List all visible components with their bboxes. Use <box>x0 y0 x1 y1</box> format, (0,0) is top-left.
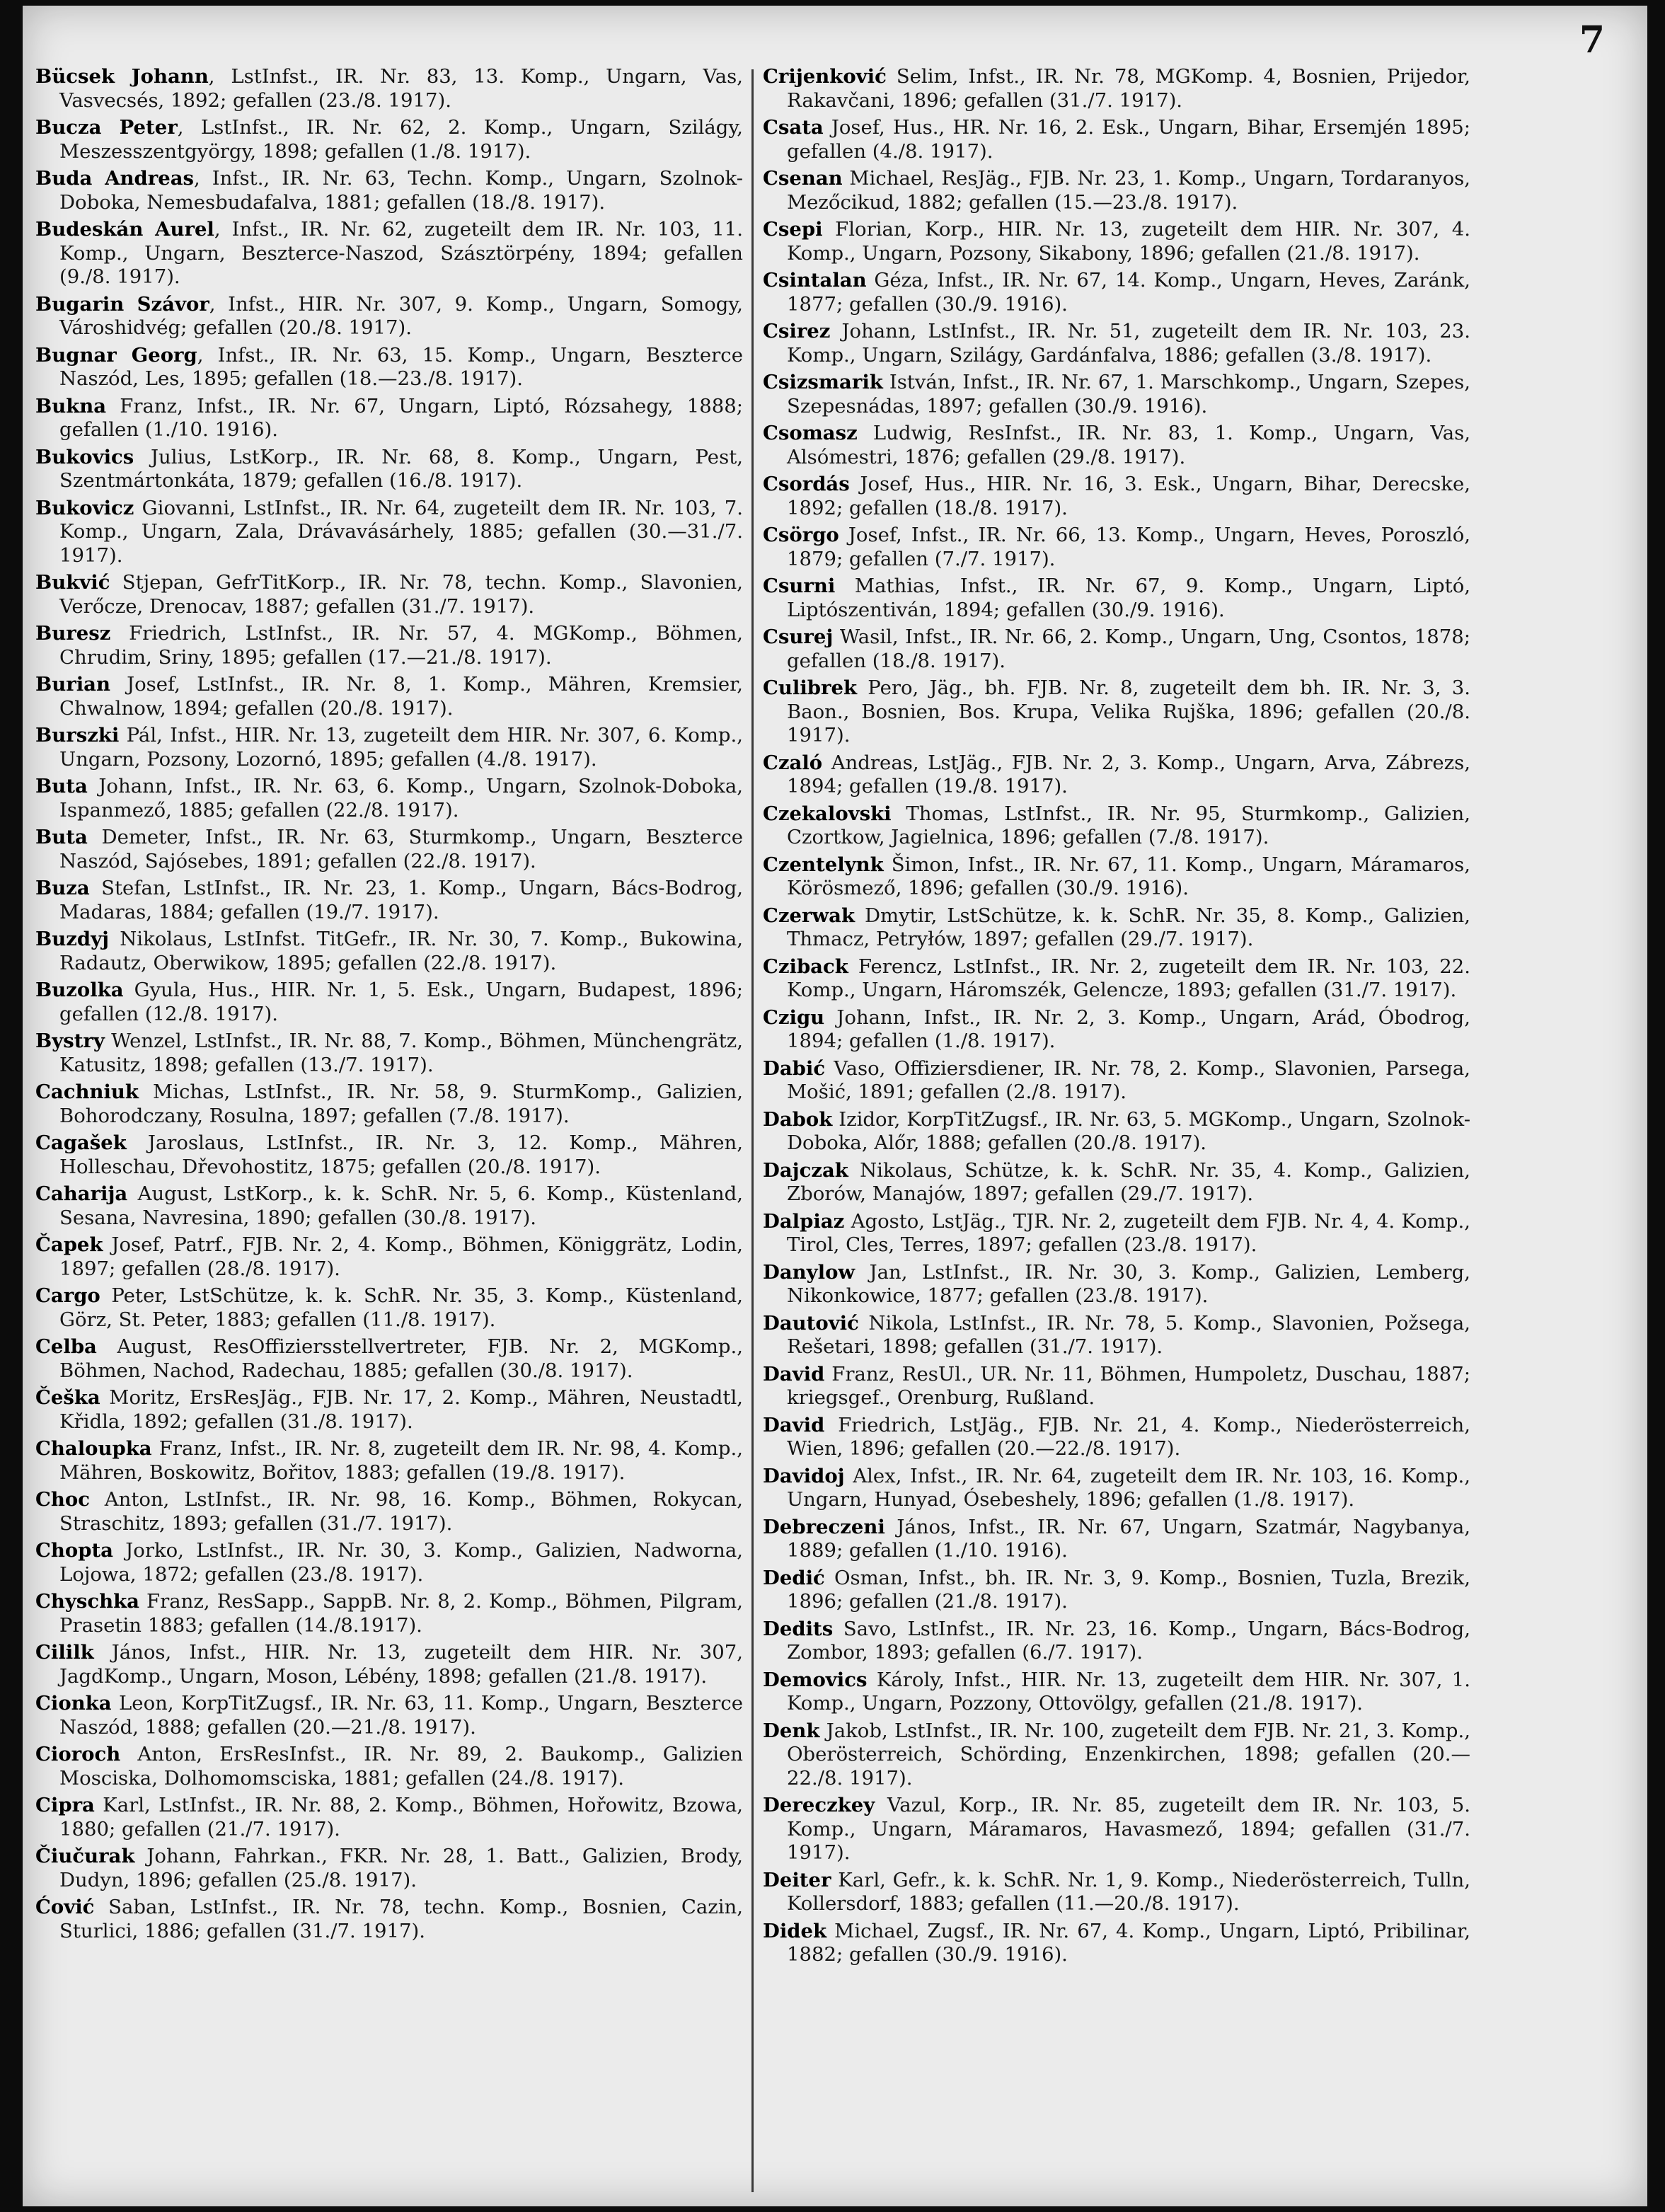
entry-details: Nikola, LstInfst., IR. Nr. 78, 5. Komp., Slavonien, Požsega, Rešetari, 1898; gefallen (31./7. 1917). <box>787 1311 1470 1358</box>
entry-name: Csurej <box>763 626 834 648</box>
entry-details: , LstInfst., IR. Nr. 83, 13. Komp., Ungarn, Vas, Vasvecsés, 1892; gefallen (23./8. 1917). <box>59 65 743 112</box>
entry-name: Czaló <box>763 751 823 774</box>
list-item <box>35 1794 743 1841</box>
list-item <box>763 1159 1470 1206</box>
entry-details: Jaroslaus, LstInfst., IR. Nr. 3, 12. Komp., Mähren, Holleschau, Dřevohostitz, 1875; gefallen (20./8. 1917). <box>59 1131 743 1178</box>
entry-details: Saban, LstInfst., IR. Nr. 78, techn. Komp., Bosnien, Cazin, Sturlici, 1886; gefallen (31./7. 1917). <box>59 1896 743 1942</box>
document-page <box>23 6 1647 2206</box>
list-item <box>35 395 743 442</box>
list-item <box>35 1081 743 1128</box>
list-item <box>763 751 1470 799</box>
entry-details: István, Infst., IR. Nr. 67, 1. Marschkomp., Ungarn, Szepes, Szepesnádas, 1897; gefallen (30./9. 1916). <box>787 371 1470 417</box>
entry-name: Buzdyj <box>35 928 110 950</box>
entry-details: , Infst., IR. Nr. 63, Techn. Komp., Ungarn, Szolnok-Doboka, Nemesbudafalva, 1881; gefallen (18./8. 1917). <box>59 167 743 214</box>
entry-details: August, ResOffiziersstellvertreter, FJB. Nr. 2, MGKomp., Böhmen, Nachod, Radechau, 1885; gefallen (30./8. 1917). <box>59 1335 743 1382</box>
entry-name: Bukovicz <box>35 496 134 519</box>
entry-name: Dedić <box>763 1566 825 1589</box>
entry-name: Dajczak <box>763 1158 848 1182</box>
list-item <box>35 1437 743 1485</box>
entry-details: Ferencz, LstInfst., IR. Nr. 2, zugeteilt dem IR. Nr. 103, 22. Komp., Ungarn, Háromszék, Gelencze, 1893; gefallen (31./7. 1917). <box>787 955 1470 1001</box>
entry-details: Friedrich, LstJäg., FJB. Nr. 21, 4. Komp., Niederösterreich, Wien, 1896; gefallen (20.—22./8. 1917). <box>787 1413 1470 1460</box>
list-item <box>35 497 743 568</box>
entry-name: Danylow <box>763 1260 855 1284</box>
entry-details: Andreas, LstJäg., FJB. Nr. 2, 3. Komp., Ungarn, Arva, Zábrezs, 1894; gefallen (19./8. 1917). <box>787 751 1470 797</box>
entry-details: Anton, ErsResInfst., IR. Nr. 89, 2. Baukomp., Galizien Mosciska, Dolhomomsciska, 1881; gefallen (24./8. 1917). <box>59 1743 743 1790</box>
list-item <box>35 1335 743 1383</box>
entry-details: Peter, LstSchütze, k. k. SchR. Nr. 35, 3. Komp., Küstenland, Görz, St. Peter, 1883; gefallen (11./8. 1917). <box>59 1284 743 1331</box>
list-item <box>35 1131 743 1179</box>
entry-details: Thomas, LstInfst., IR. Nr. 95, Sturmkomp., Galizien, Czortkow, Jagielnica, 1896; gefallen (7./8. 1917). <box>787 802 1470 848</box>
entry-details: Michas, LstInfst., IR. Nr. 58, 9. SturmKomp., Galizien, Bohorodczany, Rosulna, 1897; gefallen (7./8. 1917). <box>59 1081 743 1127</box>
entry-name: Ćović <box>35 1896 95 1918</box>
entry-name: Dereczkey <box>763 1794 875 1816</box>
entry-details: Stefan, LstInfst., IR. Nr. 23, 1. Komp., Ungarn, Bács-Bodrog, Madaras, 1884; gefallen (19./7. 1917). <box>59 877 743 923</box>
list-item <box>35 1233 743 1281</box>
entry-name: Čiučurak <box>35 1845 135 1867</box>
entry-details: August, LstKorp., k. k. SchR. Nr. 5, 6. Komp., Küstenland, Sesana, Navresina, 1890; gefallen (30./8. 1917). <box>59 1182 743 1229</box>
entry-details: Michael, ResJäg., FJB. Nr. 23, 1. Komp., Ungarn, Tordaranyos, Mezőcikud, 1882; gefallen (15.—23./8. 1917). <box>787 167 1470 214</box>
entry-details: Franz, ResSapp., SappB. Nr. 8, 2. Komp., Böhmen, Pilgram, Prasetin 1883; gefallen (14./8.1917). <box>59 1590 743 1637</box>
list-item <box>763 1465 1470 1512</box>
list-item <box>35 622 743 669</box>
entry-details: Demeter, Infst., IR. Nr. 63, Sturmkomp., Ungarn, Beszterce Naszód, Sajósebes, 1891; gefallen (22./8. 1917). <box>59 826 743 872</box>
entry-name: Bugarin Szávor <box>35 292 209 316</box>
entry-details: Alex, Infst., IR. Nr. 64, zugeteilt dem IR. Nr. 103, 16. Komp., Ungarn, Hunyad, Ósebeshely, 1896; gefallen (1./8. 1917). <box>787 1464 1470 1511</box>
list-item <box>763 1210 1470 1257</box>
list-item <box>763 1312 1470 1359</box>
list-item <box>763 1006 1470 1054</box>
entry-name: Bystry <box>35 1030 105 1052</box>
list-item <box>35 1896 743 1943</box>
entry-name: Čapek <box>35 1233 103 1256</box>
list-item <box>35 1590 743 1637</box>
list-item <box>35 724 743 771</box>
list-item <box>35 65 743 113</box>
list-item <box>763 853 1470 901</box>
entry-details: Johann, Infst., IR. Nr. 2, 3. Komp., Ungarn, Arád, Óbodrog, 1894; gefallen (1./8. 1917). <box>787 1006 1470 1052</box>
list-item <box>35 1539 743 1586</box>
entry-details: Giovanni, LstInfst., IR. Nr. 64, zugeteilt dem IR. Nr. 103, 7. Komp., Ungarn, Zala, Drávavásárhely, 1885; gefallen (30.—31./7. 1917). <box>59 496 743 567</box>
entry-name: Cziback <box>763 955 848 978</box>
entry-name: David <box>763 1362 825 1386</box>
entry-details: Nikolaus, LstInfst. TitGefr., IR. Nr. 30, 7. Komp., Bukowina, Radautz, Oberwikow, 1895; gefallen (22./8. 1917). <box>59 928 743 974</box>
entry-details: János, Infst., HIR. Nr. 13, zugeteilt dem HIR. Nr. 307, JagdKomp., Ungarn, Moson, Lébény, 1898; gefallen (21./8. 1917). <box>59 1641 743 1688</box>
list-item <box>35 344 743 391</box>
list-item <box>35 116 743 163</box>
entry-details: Johann, Fahrkan., FKR. Nr. 28, 1. Batt., Galizien, Brody, Dudyn, 1896; gefallen (25./8. 1917). <box>59 1845 743 1891</box>
entry-name: Culibrek <box>763 676 858 699</box>
entry-name: Crijenković <box>763 65 887 88</box>
entry-name: Dedits <box>763 1617 834 1640</box>
list-item <box>763 320 1470 367</box>
entry-details: Josef, Hus., HR. Nr. 16, 2. Esk., Ungarn, Bihar, Ersemjén 1895; gefallen (4./8. 1917). <box>787 116 1470 163</box>
entry-name: Cililk <box>35 1641 94 1664</box>
entry-name: Buta <box>35 826 88 848</box>
list-item <box>35 826 743 873</box>
entry-details: Nikolaus, Schütze, k. k. SchR. Nr. 35, 4. Komp., Galizien, Zborów, Manajów, 1897; gefallen (29./7. 1917). <box>787 1158 1470 1205</box>
entry-name: Bücsek Johann <box>35 65 209 88</box>
entry-details: Karl, Gefr., k. k. SchR. Nr. 1, 9. Komp., Niederösterreich, Tulln, Kollersdorf, 1883; gefallen (11.—20./8. 1917). <box>787 1868 1470 1915</box>
entry-details: Károly, Infst., HIR. Nr. 13, zugeteilt dem HIR. Nr. 307, 1. Komp., Ungarn, Pozzony, Ottovölgy, gefallen (21./8. 1917). <box>787 1668 1470 1715</box>
list-item <box>763 116 1470 163</box>
entry-details: Johann, LstInfst., IR. Nr. 51, zugeteilt dem IR. Nr. 103, 23. Komp., Ungarn, Szilágy, Gardánfalva, 1886; gefallen (3./8. 1917). <box>787 320 1470 367</box>
entry-details: Josef, Hus., HIR. Nr. 16, 3. Esk., Ungarn, Bihar, Derecske, 1892; gefallen (18./8. 1917). <box>787 473 1470 519</box>
entry-details: Dmytir, LstSchütze, k. k. SchR. Nr. 35, 8. Komp., Galizien, Thmacz, Petryłów, 1897; gefallen (29./7. 1917). <box>787 904 1470 950</box>
entry-details: Stjepan, GefrTitKorp., IR. Nr. 78, techn. Komp., Slavonien, Verőcze, Drenocav, 1887; gefallen (31./7. 1917). <box>59 571 743 618</box>
entry-details: Mathias, Infst., IR. Nr. 67, 9. Komp., Ungarn, Liptó, Liptószentiván, 1894; gefallen (30./9. 1916). <box>787 575 1470 621</box>
entry-details: Friedrich, LstInfst., IR. Nr. 57, 4. MGKomp., Böhmen, Chrudim, Sriny, 1895; gefallen (17.—21./8. 1917). <box>59 622 743 669</box>
list-item <box>35 673 743 720</box>
list-item <box>35 1030 743 1077</box>
entry-name: Csintalan <box>763 269 867 292</box>
entry-name: Csirez <box>763 320 831 342</box>
list-item <box>763 626 1470 673</box>
entry-name: Czentelynk <box>763 853 884 876</box>
entry-name: Demovics <box>763 1668 868 1691</box>
list-item <box>35 446 743 493</box>
entry-name: Caharija <box>35 1182 128 1205</box>
entry-details: Jan, LstInfst., IR. Nr. 30, 3. Komp., Galizien, Lemberg, Nikonkowice, 1877; gefallen (23./8. 1917). <box>787 1260 1470 1307</box>
entry-name: Buda Andreas <box>35 167 195 190</box>
entry-name: Dalpiaz <box>763 1209 845 1233</box>
entry-name: Cioroch <box>35 1743 121 1765</box>
entry-details: Vazul, Korp., IR. Nr. 85, zugeteilt dem IR. Nr. 103, 5. Komp., Ungarn, Máramaros, Havasmező, 1894; gefallen (31./7. 1917). <box>787 1794 1470 1864</box>
entry-details: Leon, KorpTitZugsf., IR. Nr. 63, 11. Komp., Ungarn, Beszterce Naszód, 1888; gefallen (20.—21./8. 1917). <box>59 1692 743 1739</box>
entry-name: Csepi <box>763 218 823 241</box>
entry-name: Debreczeni <box>763 1515 885 1538</box>
list-item <box>763 473 1470 520</box>
list-item <box>763 422 1470 469</box>
list-item <box>763 218 1470 265</box>
entry-name: Chopta <box>35 1539 113 1562</box>
list-item <box>763 1920 1470 1967</box>
list-item <box>35 1641 743 1688</box>
entry-name: Bukovics <box>35 445 134 468</box>
list-item <box>35 293 743 340</box>
entry-details: János, Infst., IR. Nr. 67, Ungarn, Szatmár, Nagybanya, 1889; gefallen (1./10. 1916). <box>787 1515 1470 1562</box>
entry-details: Florian, Korp., HIR. Nr. 13, zugeteilt dem HIR. Nr. 307, 4. Komp., Ungarn, Pozsony, Sikabony, 1896; gefallen (21./8. 1917). <box>787 218 1470 265</box>
entry-name: Csörgo <box>763 524 839 546</box>
entry-name: Csurni <box>763 575 836 597</box>
list-item <box>35 877 743 924</box>
entry-name: Dabok <box>763 1107 833 1131</box>
entry-name: Czekalovski <box>763 802 892 825</box>
list-item <box>763 904 1470 952</box>
entry-details: Pál, Infst., HIR. Nr. 13, zugeteilt dem HIR. Nr. 307, 6. Komp., Ungarn, Pozsony, Lozornó, 1895; gefallen (4./8. 1917). <box>59 724 743 771</box>
list-item <box>763 575 1470 622</box>
entry-name: Budeskán Aurel <box>35 218 214 241</box>
list-item <box>35 218 743 289</box>
list-item <box>763 1618 1470 1665</box>
entry-name: Czigu <box>763 1006 825 1029</box>
entry-name: Dautović <box>763 1311 859 1335</box>
entry-details: Gyula, Hus., HIR. Nr. 1, 5. Esk., Ungarn, Budapest, 1896; gefallen (12./8. 1917). <box>59 979 743 1025</box>
entry-name: Csata <box>763 116 824 139</box>
entry-name: Deiter <box>763 1868 831 1891</box>
entry-name: Bukna <box>35 394 107 417</box>
list-item <box>35 1182 743 1230</box>
entry-details: Šimon, Infst., IR. Nr. 67, 11. Komp., Ungarn, Máramaros, Körösmező, 1896; gefallen (30./9. 1916). <box>787 853 1470 899</box>
entry-name: Bucza Peter <box>35 116 178 139</box>
entry-details: Jakob, LstInfst., IR. Nr. 100, zugeteilt dem FJB. Nr. 21, 3. Komp., Oberösterreich, Schörding, Enzenkirchen, 1898; gefallen (20.—22./8. 1917). <box>787 1719 1470 1790</box>
entry-name: Czerwak <box>763 904 855 927</box>
list-item <box>35 928 743 975</box>
entry-name: Buza <box>35 877 90 899</box>
entry-details: , Infst., IR. Nr. 63, 15. Komp., Ungarn, Beszterce Naszód, Les, 1895; gefallen (18.—23./8. 1917). <box>59 343 743 390</box>
entry-details: Jorko, LstInfst., IR. Nr. 30, 3. Komp., Galizien, Nadworna, Lojowa, 1872; gefallen (23./8. 1917). <box>59 1539 743 1586</box>
entry-name: David <box>763 1413 825 1436</box>
entry-name: Buresz <box>35 622 111 645</box>
entry-details: Wasil, Infst., IR. Nr. 66, 2. Komp., Ungarn, Ung, Csontos, 1878; gefallen (18./8. 1917). <box>787 626 1470 672</box>
column-divider <box>751 69 754 2192</box>
list-item <box>763 524 1470 571</box>
entry-name: Buzolka <box>35 979 124 1001</box>
entry-name: Buta <box>35 775 88 797</box>
entry-name: Chyschka <box>35 1590 139 1613</box>
list-item <box>763 167 1470 214</box>
list-item <box>763 1720 1470 1791</box>
list-item <box>763 1363 1470 1410</box>
list-item <box>35 571 743 618</box>
entry-name: Cachniuk <box>35 1081 139 1103</box>
entry-details: Julius, LstKorp., IR. Nr. 68, 8. Komp., Ungarn, Pest, Szentmártonkáta, 1879; gefallen (16./8. 1917). <box>59 445 743 492</box>
entry-details: Franz, Infst., IR. Nr. 8, zugeteilt dem IR. Nr. 98, 4. Komp., Mähren, Boskowitz, Bořitov, 1883; gefallen (19./8. 1917). <box>59 1437 743 1484</box>
list-item <box>763 65 1470 113</box>
entry-name: Celba <box>35 1335 97 1358</box>
list-item <box>35 1692 743 1739</box>
entry-name: Denk <box>763 1719 820 1742</box>
list-item <box>763 1869 1470 1916</box>
list-item <box>763 955 1470 1003</box>
list-item <box>763 1108 1470 1156</box>
entry-details: Moritz, ErsResJäg., FJB. Nr. 17, 2. Komp., Mähren, Neustadtl, Křidla, 1892; gefallen (31./8. 1917). <box>59 1386 743 1433</box>
entry-details: Wenzel, LstInfst., IR. Nr. 88, 7. Komp., Böhmen, Münchengrätz, Katusitz, 1898; gefallen (13./7. 1917). <box>59 1030 743 1076</box>
entry-name: Cipra <box>35 1794 95 1816</box>
entry-details: Josef, Patrf., FJB. Nr. 2, 4. Komp., Böhmen, Königgrätz, Lodin, 1897; gefallen (28./8. 1917). <box>59 1233 743 1280</box>
entry-details: Josef, LstInfst., IR. Nr. 8, 1. Komp., Mähren, Kremsier, Chwalnow, 1894; gefallen (20./8. 1917). <box>59 673 743 720</box>
entry-details: Savo, LstInfst., IR. Nr. 23, 16. Komp., Ungarn, Bács-Bodrog, Zombor, 1893; gefallen (6./7. 1917). <box>787 1617 1470 1664</box>
list-item <box>35 167 743 214</box>
entry-name: Choc <box>35 1488 90 1511</box>
entry-details: Agosto, LstJäg., TJR. Nr. 2, zugeteilt dem FJB. Nr. 4, 4. Komp., Tirol, Cles, Terres, 1897; gefallen (23./8. 1917). <box>787 1209 1470 1256</box>
list-item <box>763 1669 1470 1716</box>
entry-details: Izidor, KorpTitZugsf., IR. Nr. 63, 5. MGKomp., Ungarn, Szolnok-Doboka, Alőr, 1888; gefallen (20./8. 1917). <box>787 1107 1470 1154</box>
entry-details: Pero, Jäg., bh. FJB. Nr. 8, zugeteilt dem bh. IR. Nr. 3, 3. Baon., Bosnien, Bos. Krupa, Velika Rujška, 1896; gefallen (20./8. 1917). <box>787 676 1470 747</box>
page-number: 7 <box>1579 18 1605 62</box>
entry-details: , Infst., HIR. Nr. 307, 9. Komp., Ungarn, Somogy, Városhidvég; gefallen (20./8. 1917). <box>59 292 743 339</box>
entry-name: Chaloupka <box>35 1437 152 1460</box>
entry-name: Csizsmarik <box>763 371 883 393</box>
list-item <box>763 371 1470 418</box>
list-item <box>35 1488 743 1536</box>
list-item <box>35 1284 743 1332</box>
entry-name: Cagašek <box>35 1131 127 1154</box>
list-item <box>763 1261 1470 1308</box>
entry-name: Davidoj <box>763 1464 845 1487</box>
list-item <box>35 1743 743 1790</box>
entry-details: Franz, Infst., IR. Nr. 67, Ungarn, Liptó, Rózsahegy, 1888; gefallen (1./10. 1916). <box>59 394 743 441</box>
entry-details: Johann, Infst., IR. Nr. 63, 6. Komp., Ungarn, Szolnok-Doboka, Ispanmező, 1885; gefallen (22./8. 1917). <box>59 775 743 822</box>
entry-details: Josef, Infst., IR. Nr. 66, 13. Komp., Ungarn, Heves, Poroszló, 1879; gefallen (7./7. 1917). <box>787 524 1470 570</box>
list-item <box>763 1057 1470 1105</box>
entry-name: Cionka <box>35 1692 112 1715</box>
list-item <box>763 1414 1470 1461</box>
entry-name: Csomasz <box>763 422 858 444</box>
entry-name: Burszki <box>35 724 120 747</box>
entry-details: Selim, Infst., IR. Nr. 78, MGKomp. 4, Bosnien, Prijedor, Rakavčani, 1896; gefallen (31./7. 1917). <box>787 65 1470 112</box>
entry-name: Češka <box>35 1386 100 1409</box>
entry-details: , Infst., IR. Nr. 62, zugeteilt dem IR. Nr. 103, 11. Komp., Ungarn, Beszterce-Naszod, Szásztörpény, 1894; gefallen (9./8. 1917). <box>59 218 743 288</box>
list-item <box>763 1794 1470 1865</box>
entry-name: Didek <box>763 1919 827 1942</box>
entry-details: Michael, Zugsf., IR. Nr. 67, 4. Komp., Ungarn, Liptó, Pribilinar, 1882; gefallen (30./9. 1916). <box>787 1919 1470 1966</box>
entry-details: Vaso, Offiziersdiener, IR. Nr. 78, 2. Komp., Slavonien, Parsega, Mošić, 1891; gefallen (2./8. 1917). <box>787 1056 1470 1103</box>
list-item <box>35 979 743 1026</box>
list-item <box>35 1845 743 1892</box>
list-item <box>763 1516 1470 1563</box>
entry-details: , LstInfst., IR. Nr. 62, 2. Komp., Ungarn, Szilágy, Meszesszentgyörgy, 1898; gefallen (1./8. 1917). <box>59 116 743 163</box>
list-item <box>763 1567 1470 1614</box>
list-item <box>763 802 1470 850</box>
entry-name: Csordás <box>763 473 850 495</box>
entry-details: Karl, LstInfst., IR. Nr. 88, 2. Komp., Böhmen, Hořowitz, Bzowa, 1880; gefallen (21./7. 1917). <box>59 1794 743 1841</box>
entry-name: Bugnar Georg <box>35 343 197 367</box>
left-column <box>35 65 743 1947</box>
entry-details: Ludwig, ResInfst., IR. Nr. 83, 1. Komp., Ungarn, Vas, Alsómestri, 1876; gefallen (29./8. 1917). <box>787 422 1470 468</box>
entry-name: Dabić <box>763 1056 826 1080</box>
right-column <box>763 65 1470 1971</box>
list-item <box>35 1386 743 1434</box>
entry-name: Cargo <box>35 1284 100 1307</box>
entry-details: Franz, ResUl., UR. Nr. 11, Böhmen, Humpoletz, Duschau, 1887; kriegsgef., Orenburg, Rußland. <box>787 1362 1470 1409</box>
list-item <box>763 269 1470 316</box>
list-item <box>763 676 1470 748</box>
entry-name: Burian <box>35 673 110 696</box>
entry-name: Bukvić <box>35 571 110 594</box>
entry-details: Anton, LstInfst., IR. Nr. 98, 16. Komp., Böhmen, Rokycan, Straschitz, 1893; gefallen (31./7. 1917). <box>59 1488 743 1535</box>
entry-details: Osman, Infst., bh. IR. Nr. 3, 9. Komp., Bosnien, Tuzla, Brezik, 1896; gefallen (21./8. 1917). <box>787 1566 1470 1613</box>
entry-details: Géza, Infst., IR. Nr. 67, 14. Komp., Ungarn, Heves, Zaránk, 1877; gefallen (30./9. 1916). <box>787 269 1470 316</box>
entry-name: Csenan <box>763 167 843 190</box>
list-item <box>35 775 743 822</box>
